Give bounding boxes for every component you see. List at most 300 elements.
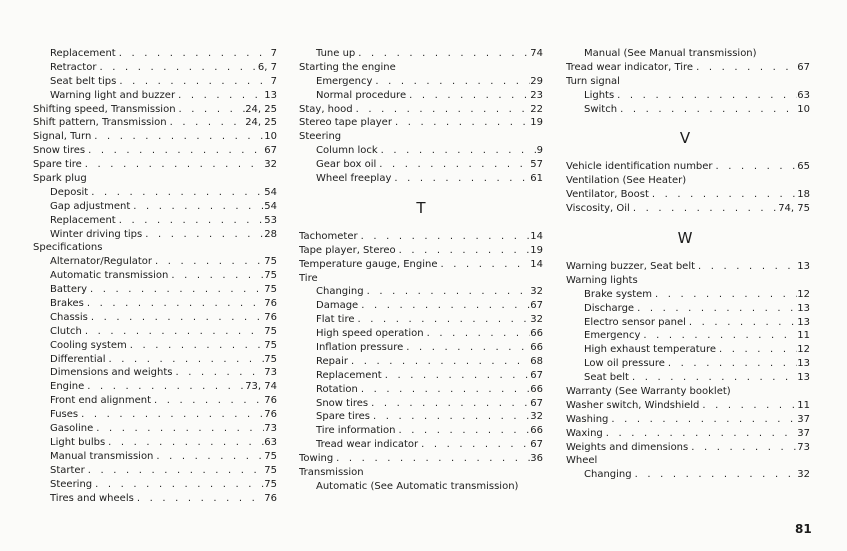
entry-text: Tape player, Stereo — [299, 244, 396, 256]
index-entry — [33, 130, 277, 144]
index-subentry — [299, 397, 543, 411]
dot-leader — [348, 355, 530, 369]
entry-text: Weights and dimensions — [566, 441, 689, 453]
section-letter: W — [677, 229, 693, 248]
entry-page-ref: 73 — [264, 423, 277, 435]
entry-text: Clutch — [50, 325, 82, 337]
entry-page-ref: 75 — [264, 353, 277, 365]
entry-page-ref: 76 — [264, 298, 277, 310]
entry-text: Transmission — [299, 467, 364, 479]
index-subentry — [299, 313, 543, 327]
dot-leader — [134, 492, 264, 506]
entry-text: Normal procedure — [316, 89, 407, 101]
entry-text: Discharge — [584, 302, 635, 314]
entry-text: Spare tires — [316, 411, 370, 423]
entry-page-ref: 66 — [530, 425, 543, 437]
dot-leader — [368, 397, 530, 411]
entry-page-ref: 67 — [530, 300, 543, 312]
entry-page-ref: 12 — [797, 344, 810, 356]
dot-leader — [686, 316, 797, 330]
index-entry — [299, 61, 543, 75]
dot-leader — [116, 214, 265, 228]
dot-leader — [629, 371, 797, 385]
dot-leader — [403, 341, 530, 355]
entry-text: Tires and wheels — [50, 492, 134, 504]
entry-text: Lights — [584, 89, 615, 101]
dot-leader — [105, 436, 264, 450]
index-column-1 — [33, 47, 277, 505]
dot-leader — [116, 47, 271, 61]
index-entry — [33, 144, 277, 158]
dot-leader — [130, 200, 264, 214]
entry-page-ref: 54 — [264, 186, 277, 198]
entry-page-ref: 54 — [264, 200, 277, 212]
entry-text: Warranty (See Warranty booklet) — [566, 386, 731, 398]
entry-text: Specifications — [33, 242, 103, 254]
entry-text: Electro sensor panel — [584, 316, 686, 328]
entry-text: Tread wear indicator, Tire — [566, 61, 694, 73]
dot-leader — [716, 343, 797, 357]
section-letter: T — [416, 198, 426, 217]
index-entry — [33, 158, 277, 172]
entry-text: Wheel freeplay — [316, 173, 392, 185]
index-entry — [566, 441, 810, 455]
dot-leader — [652, 288, 797, 302]
entry-page-ref: 53 — [264, 214, 277, 226]
dot-leader — [92, 478, 264, 492]
dot-leader — [437, 258, 530, 272]
index-subentry — [33, 436, 277, 450]
dot-leader — [649, 188, 797, 202]
index-subentry — [566, 468, 810, 482]
index-subentry — [566, 302, 810, 316]
index-subentry — [566, 343, 810, 357]
entry-page-ref: 75 — [264, 325, 277, 337]
entry-text: Washer switch, Windshield — [566, 399, 700, 411]
entry-page-ref: 29 — [530, 75, 543, 87]
dot-leader — [392, 116, 530, 130]
index-subentry — [33, 228, 277, 242]
entry-text: Spark plug — [33, 173, 87, 185]
index-subentry — [33, 186, 277, 200]
index-entry — [566, 260, 810, 274]
entry-text: Seat belt tips — [50, 75, 117, 87]
dot-leader — [603, 427, 798, 441]
index-entry — [566, 202, 810, 216]
index-entry — [566, 188, 810, 202]
entry-text: Emergency — [316, 75, 373, 87]
entry-text: Damage — [316, 300, 359, 312]
entry-page-ref: 10 — [797, 103, 810, 115]
index-subentry — [33, 283, 277, 297]
index-subentry — [33, 311, 277, 325]
index-subentry — [566, 47, 810, 61]
entry-text: Engine — [50, 381, 85, 393]
dot-leader — [88, 186, 264, 200]
entry-text: Gasoline — [50, 423, 94, 435]
entry-text: Low oil pressure — [584, 358, 665, 370]
entry-page-ref: 37 — [797, 413, 810, 425]
dot-leader — [82, 158, 264, 172]
entry-page-ref: 61 — [530, 173, 543, 185]
dot-leader — [93, 422, 264, 436]
index-entry — [299, 130, 543, 144]
entry-text: Snow tires — [316, 397, 369, 409]
index-subentry — [566, 329, 810, 343]
index-subentry — [33, 492, 277, 506]
entry-text: High exhaust temperature — [584, 344, 717, 356]
dot-leader — [353, 103, 531, 117]
entry-text: Switch — [584, 103, 618, 115]
index-subentry — [566, 103, 810, 117]
entry-page-ref: 73, 74 — [245, 381, 277, 393]
dot-leader — [84, 380, 245, 394]
entry-text: Washing — [566, 413, 609, 425]
index-subentry — [33, 394, 277, 408]
index-entry — [566, 75, 810, 89]
entry-page-ref: 76 — [264, 395, 277, 407]
entry-page-ref: 9 — [536, 145, 543, 157]
dot-leader — [78, 408, 264, 422]
index-entry — [299, 103, 543, 117]
entry-text: Warning lights — [566, 274, 638, 286]
entry-text: Stay, hood — [299, 103, 353, 115]
entry-page-ref: 75 — [264, 450, 277, 462]
index-entry — [566, 454, 810, 468]
entry-text: Automatic transmission — [50, 270, 169, 282]
index-subentry — [33, 353, 277, 367]
index-subentry — [33, 255, 277, 269]
index-subentry — [33, 297, 277, 311]
entry-text: Column lock — [316, 145, 378, 157]
dot-leader — [96, 61, 257, 75]
entry-text: Snow tires — [33, 145, 86, 157]
entry-page-ref: 11 — [797, 399, 810, 411]
index-subentry — [299, 410, 543, 424]
index-subentry — [33, 269, 277, 283]
entry-page-ref: 24, 25 — [245, 117, 277, 129]
dot-leader — [106, 353, 265, 367]
index-subentry — [33, 89, 277, 103]
entry-text: Viscosity, Oil — [566, 203, 630, 215]
index-subentry — [299, 341, 543, 355]
entry-text: Deposit — [50, 186, 89, 198]
dot-leader — [396, 244, 531, 258]
entry-text: Turn signal — [566, 75, 620, 87]
entry-text: Brakes — [50, 298, 84, 310]
entry-page-ref: 32 — [530, 286, 543, 298]
index-column-2 — [299, 47, 543, 494]
dot-leader — [406, 89, 530, 103]
entry-text: Tire information — [316, 425, 396, 437]
entry-page-ref: 32 — [264, 159, 277, 171]
index-entry — [33, 116, 277, 130]
index-column-3 — [566, 47, 810, 482]
index-entry — [566, 274, 810, 288]
index-subentry — [299, 355, 543, 369]
entry-text: Steering — [299, 131, 342, 143]
dot-leader — [617, 103, 797, 117]
entry-page-ref: 74, 75 — [778, 203, 810, 215]
index-subentry — [299, 172, 543, 186]
entry-text: Stereo tape player — [299, 117, 392, 129]
entry-text: Vehicle identification number — [566, 161, 713, 173]
index-subentry — [299, 438, 543, 452]
entry-text: Starting the engine — [299, 61, 396, 73]
entry-text: Emergency — [584, 330, 641, 342]
entry-text: Replacement — [316, 369, 382, 381]
dot-leader — [152, 255, 264, 269]
index-entry — [33, 103, 277, 117]
index-subentry — [566, 371, 810, 385]
entry-page-ref: 57 — [530, 159, 543, 171]
entry-page-ref: 74 — [530, 48, 543, 59]
entry-text: Tread wear indicator — [316, 439, 419, 451]
entry-page-ref: 75 — [264, 284, 277, 296]
dot-leader — [376, 158, 530, 172]
entry-text: Battery — [50, 284, 88, 296]
dot-leader — [688, 441, 797, 455]
entry-page-ref: 67 — [530, 397, 543, 409]
entry-text: Light bulbs — [50, 436, 106, 448]
entry-text: Warning light and buzzer — [50, 89, 176, 101]
index-entry — [566, 427, 810, 441]
index-subentry — [299, 75, 543, 89]
entry-page-ref: 76 — [264, 492, 277, 504]
entry-text: Brake system — [584, 288, 653, 300]
entry-text: Ventilation (See Heater) — [566, 175, 687, 187]
index-subentry — [33, 366, 277, 380]
entry-text: Manual (See Manual transmission) — [584, 48, 757, 59]
entry-text: Chassis — [50, 311, 88, 323]
dot-leader — [355, 313, 531, 327]
entry-text: Replacement — [50, 214, 116, 226]
index-entry — [566, 399, 810, 413]
dot-leader — [699, 399, 797, 413]
entry-text: Changing — [584, 469, 632, 481]
dot-leader — [396, 424, 531, 438]
dot-leader — [665, 357, 797, 371]
index-entry — [299, 466, 543, 480]
dot-leader — [127, 339, 264, 353]
entry-page-ref: 68 — [530, 355, 543, 367]
index-subentry — [299, 47, 543, 61]
entry-page-ref: 28 — [264, 228, 277, 240]
index-subentry — [299, 383, 543, 397]
index-entry — [299, 116, 543, 130]
entry-page-ref: 11 — [797, 330, 810, 342]
index-entry — [299, 258, 543, 272]
dot-leader — [84, 297, 264, 311]
entry-page-ref: 73 — [264, 367, 277, 379]
entry-text: Steering — [50, 478, 93, 490]
dot-leader — [151, 394, 264, 408]
index-subentry — [566, 316, 810, 330]
index-entry — [566, 413, 810, 427]
entry-page-ref: 19 — [530, 244, 543, 256]
dot-leader — [91, 130, 264, 144]
index-entry — [299, 230, 543, 244]
index-subentry — [299, 480, 543, 494]
entry-page-ref: 75 — [264, 478, 277, 490]
index-subentry — [299, 327, 543, 341]
dot-leader — [85, 464, 265, 478]
entry-text: Tachometer — [299, 230, 358, 242]
index-entry — [299, 452, 543, 466]
entry-text: Starter — [50, 464, 85, 476]
page-number: 81 — [795, 522, 812, 536]
dot-leader — [370, 410, 530, 424]
entry-page-ref: 66 — [530, 383, 543, 395]
index-entry — [566, 174, 810, 188]
entry-text: Temperature gauge, Engine — [299, 258, 438, 270]
dot-leader — [378, 144, 537, 158]
dot-leader — [82, 325, 264, 339]
index-subentry — [299, 424, 543, 438]
entry-text: High speed operation — [316, 328, 424, 340]
dot-leader — [632, 468, 798, 482]
index-subentry — [33, 214, 277, 228]
entry-page-ref: 65 — [797, 161, 810, 173]
index-entry — [566, 61, 810, 75]
entry-text: Spare tire — [33, 159, 82, 171]
dot-leader — [418, 438, 530, 452]
entry-text: Manual transmission — [50, 450, 154, 462]
index-subentry — [33, 61, 277, 75]
dot-leader — [713, 160, 798, 174]
dot-leader — [172, 366, 264, 380]
entry-text: Tune up — [316, 48, 356, 59]
dot-leader — [358, 230, 531, 244]
dot-leader — [391, 172, 530, 186]
entry-text: Tire — [299, 272, 318, 284]
entry-page-ref: 14 — [530, 258, 543, 270]
entry-page-ref: 37 — [797, 427, 810, 439]
entry-page-ref: 32 — [797, 469, 810, 481]
index-entry — [299, 272, 543, 286]
entry-page-ref: 13 — [264, 89, 277, 101]
entry-page-ref: 13 — [797, 261, 810, 273]
dot-leader — [168, 269, 264, 283]
entry-page-ref: 12 — [797, 288, 810, 300]
entry-text: Warning buzzer, Seat belt — [566, 261, 696, 273]
dot-leader — [358, 383, 530, 397]
dot-leader — [614, 89, 797, 103]
entry-text: Ventilator, Boost — [566, 189, 649, 201]
dot-leader — [372, 75, 530, 89]
index-subentry — [33, 478, 277, 492]
index-subentry — [33, 75, 277, 89]
dot-leader — [176, 103, 246, 117]
entry-page-ref: 13 — [797, 302, 810, 314]
entry-page-ref: 76 — [264, 311, 277, 323]
dot-leader — [364, 285, 531, 299]
index-subentry — [299, 285, 543, 299]
dot-leader — [382, 369, 531, 383]
index-subentry — [566, 288, 810, 302]
entry-page-ref: 36 — [530, 453, 543, 465]
index-subentry — [299, 144, 543, 158]
index-entry — [566, 385, 810, 399]
entry-text: Wheel — [566, 455, 598, 467]
index-entry — [33, 241, 277, 255]
dot-leader — [85, 144, 264, 158]
entry-page-ref: 13 — [797, 372, 810, 384]
index-subentry — [33, 408, 277, 422]
dot-leader — [695, 260, 797, 274]
dot-leader — [153, 450, 264, 464]
dot-leader — [175, 89, 264, 103]
index-entry — [33, 172, 277, 186]
entry-page-ref: 76 — [264, 409, 277, 421]
entry-text: Gear box oil — [316, 159, 377, 171]
index-subentry — [33, 325, 277, 339]
index-subentry — [33, 47, 277, 61]
entry-text: Flat tire — [316, 314, 355, 326]
entry-text: Repair — [316, 355, 349, 367]
index-subentry — [566, 89, 810, 103]
entry-text: Inflation pressure — [316, 342, 404, 354]
entry-text: Differential — [50, 353, 106, 365]
entry-text: Seat belt — [584, 372, 629, 384]
index-subentry — [299, 299, 543, 313]
entry-page-ref: 18 — [797, 189, 810, 201]
entry-page-ref: 67 — [530, 439, 543, 451]
entry-page-ref: 23 — [530, 89, 543, 101]
index-entry — [566, 160, 810, 174]
index-subentry — [299, 158, 543, 172]
entry-text: Changing — [316, 286, 364, 298]
index-subentry — [566, 357, 810, 371]
entry-page-ref: 32 — [530, 411, 543, 423]
dot-leader — [358, 299, 530, 313]
dot-leader — [87, 283, 264, 297]
dot-leader — [333, 452, 530, 466]
index-subentry — [33, 200, 277, 214]
index-subentry — [33, 380, 277, 394]
section-letter: V — [679, 129, 691, 148]
index-entry — [299, 244, 543, 258]
entry-page-ref: 63 — [264, 436, 277, 448]
dot-leader — [634, 302, 797, 316]
index-subentry — [299, 89, 543, 103]
entry-page-ref: 75 — [264, 256, 277, 268]
entry-page-ref: 73 — [797, 441, 810, 453]
entry-page-ref: 24, 25 — [245, 103, 277, 115]
entry-page-ref: 10 — [264, 131, 277, 143]
entry-text: Replacement — [50, 48, 116, 59]
entry-page-ref: 66 — [530, 342, 543, 354]
dot-leader — [88, 311, 264, 325]
entry-text: Automatic (See Automatic transmission) — [316, 480, 519, 492]
dot-leader — [355, 47, 530, 61]
entry-text: Towing — [299, 453, 334, 465]
entry-page-ref: 32 — [530, 314, 543, 326]
entry-text: Retractor — [50, 61, 97, 73]
entry-page-ref: 75 — [264, 464, 277, 476]
index-subentry — [33, 450, 277, 464]
entry-page-ref: 67 — [264, 145, 277, 157]
entry-page-ref: 6, 7 — [257, 61, 277, 73]
entry-page-ref: 7 — [270, 75, 277, 87]
entry-text: Gap adjustment — [50, 200, 131, 212]
entry-page-ref: 19 — [530, 117, 543, 129]
entry-page-ref: 13 — [797, 316, 810, 328]
index-subentry — [299, 369, 543, 383]
index-subentry — [33, 422, 277, 436]
entry-page-ref: 67 — [797, 61, 810, 73]
entry-page-ref: 75 — [264, 339, 277, 351]
